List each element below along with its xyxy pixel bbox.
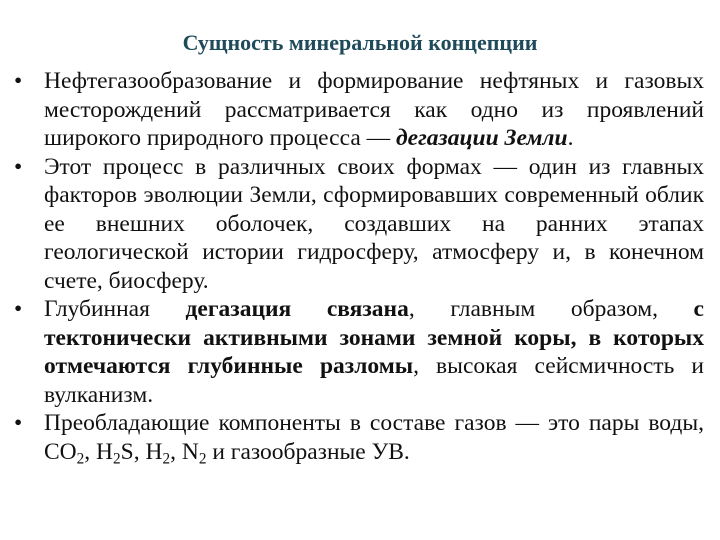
bullet-dot-icon: • [14, 68, 23, 94]
bullet-3-strong-a: дегазация связана [185, 296, 409, 322]
bullet-4-text-d: , N [170, 438, 199, 465]
bullet-4-text-a: Преобладающие компоненты в составе газов — это пары воды, CO [44, 410, 704, 465]
bullet-list [14, 67, 704, 466]
bullet-3-strong-b: с тектонически активными зонами земной коры, в которых отмечаются глубинные разломы [44, 296, 704, 379]
bullet-item-3 [14, 295, 704, 409]
subscript-h2: 2 [162, 450, 171, 468]
bullet-3-text-b: , главным образом, [408, 296, 694, 322]
bullet-3-text-a: Глубинная [44, 296, 186, 322]
bullet-1-text: Нефтегазообразование и формирование нефтяных и газовых месторождений рассматривается как одно из проявлений широкого природного процесса — [44, 68, 704, 151]
bullet-1-end: . [567, 125, 574, 151]
bullet-3-text-c: , высокая сейсмичность и вулканизм. [44, 353, 704, 408]
bullet-item-1 [14, 67, 704, 153]
slide-title: Сущность минеральной концепции [182, 30, 538, 55]
subscript-n2: 2 [198, 450, 207, 468]
bullet-dot-icon: • [14, 153, 23, 180]
bullet-item-4 [14, 409, 704, 466]
bullet-1-emphasis: дегазации Земли [396, 125, 568, 151]
bullet-dot-icon: • [14, 410, 23, 436]
subscript-co2: 2 [76, 450, 85, 468]
bullet-4-text-e: и газообразные УВ. [206, 438, 410, 465]
bullet-dot-icon: • [14, 296, 23, 322]
bullet-item-2 [14, 153, 704, 296]
subscript-h2s: 2 [113, 450, 121, 468]
bullet-4-text-c: S, H [120, 438, 163, 465]
bullet-4-text-b: , H [84, 438, 114, 465]
bullet-2-text: Этот процесс в различных своих формах — один из главных факторов эволюции Земли, сформировавших современный облик ее внешних оболочек, создавших на ранних этапах геологической истории гидросферу, атмосферу и, в конечном счете, биосферу. [44, 153, 704, 294]
